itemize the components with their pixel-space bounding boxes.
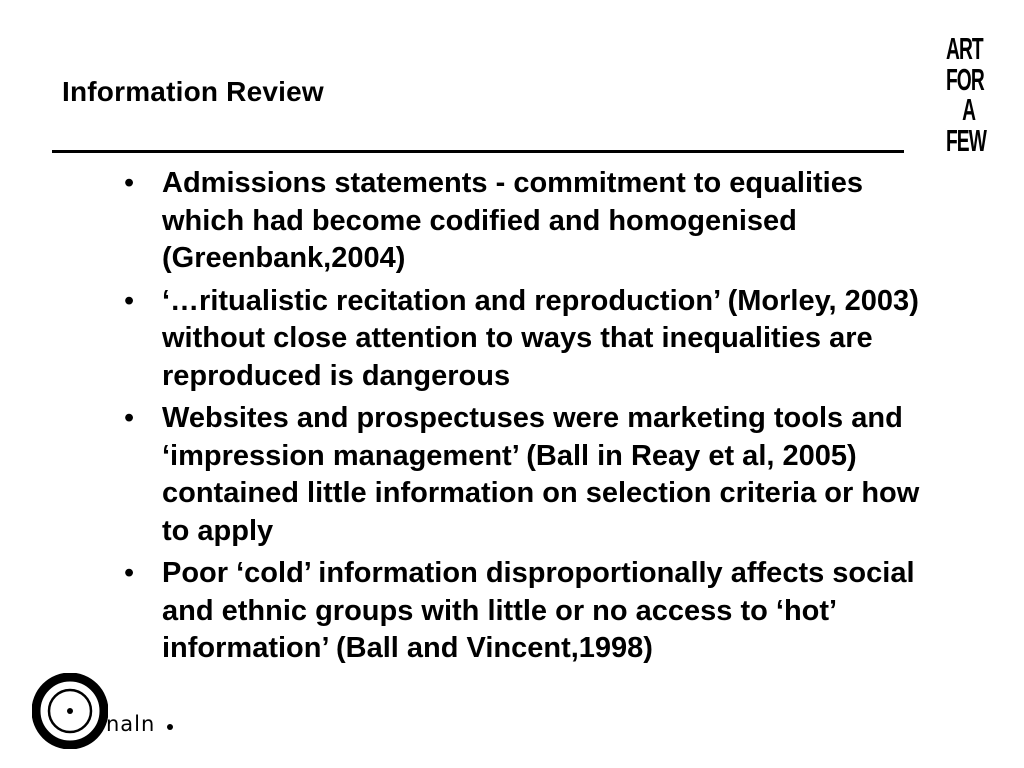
bullet-marker: • — [124, 402, 135, 434]
bullet-item — [120, 555, 950, 668]
concentric-circle-icon — [32, 673, 108, 749]
logo-line-for: FOR — [946, 61, 984, 97]
bullet-marker: • — [124, 557, 135, 589]
bullet-text: Poor ‘cold’ information disproportionally affects social and ethnic groups with little or no access to ‘hot’ information’ (Ball and Vincent,1998) — [162, 557, 915, 664]
naln-logo-text: naln — [106, 712, 156, 736]
naln-logo-dot — [167, 724, 173, 730]
bullet-list — [120, 165, 950, 673]
bullet-item — [120, 400, 950, 550]
bullet-text: ‘…ritualistic recitation and reproduction’ (Morley, 2003) without close attention to ways that inequalities are reproduced is dangerous — [162, 284, 919, 392]
title-divider — [52, 150, 904, 153]
logo-line-few: FEW — [946, 122, 986, 158]
bullet-marker: • — [124, 284, 135, 317]
bullet-text: Admissions statements - commitment to equalities which had become codified and homogenised (Greenbank,2004) — [162, 167, 863, 274]
logo-line-a: A — [962, 92, 976, 127]
bullet-marker: • — [124, 167, 135, 199]
bullet-text: Websites and prospectuses were marketing tools and ‘impression management’ (Ball in Reay et al, 2005) contained little information on selection criteria or how to apply — [162, 402, 920, 547]
bullet-item — [120, 283, 950, 396]
art-for-a-few-logo — [946, 31, 986, 158]
logo-line-art: ART — [946, 31, 983, 66]
bullet-item — [120, 165, 950, 278]
slide-title: Information Review — [62, 76, 324, 107]
